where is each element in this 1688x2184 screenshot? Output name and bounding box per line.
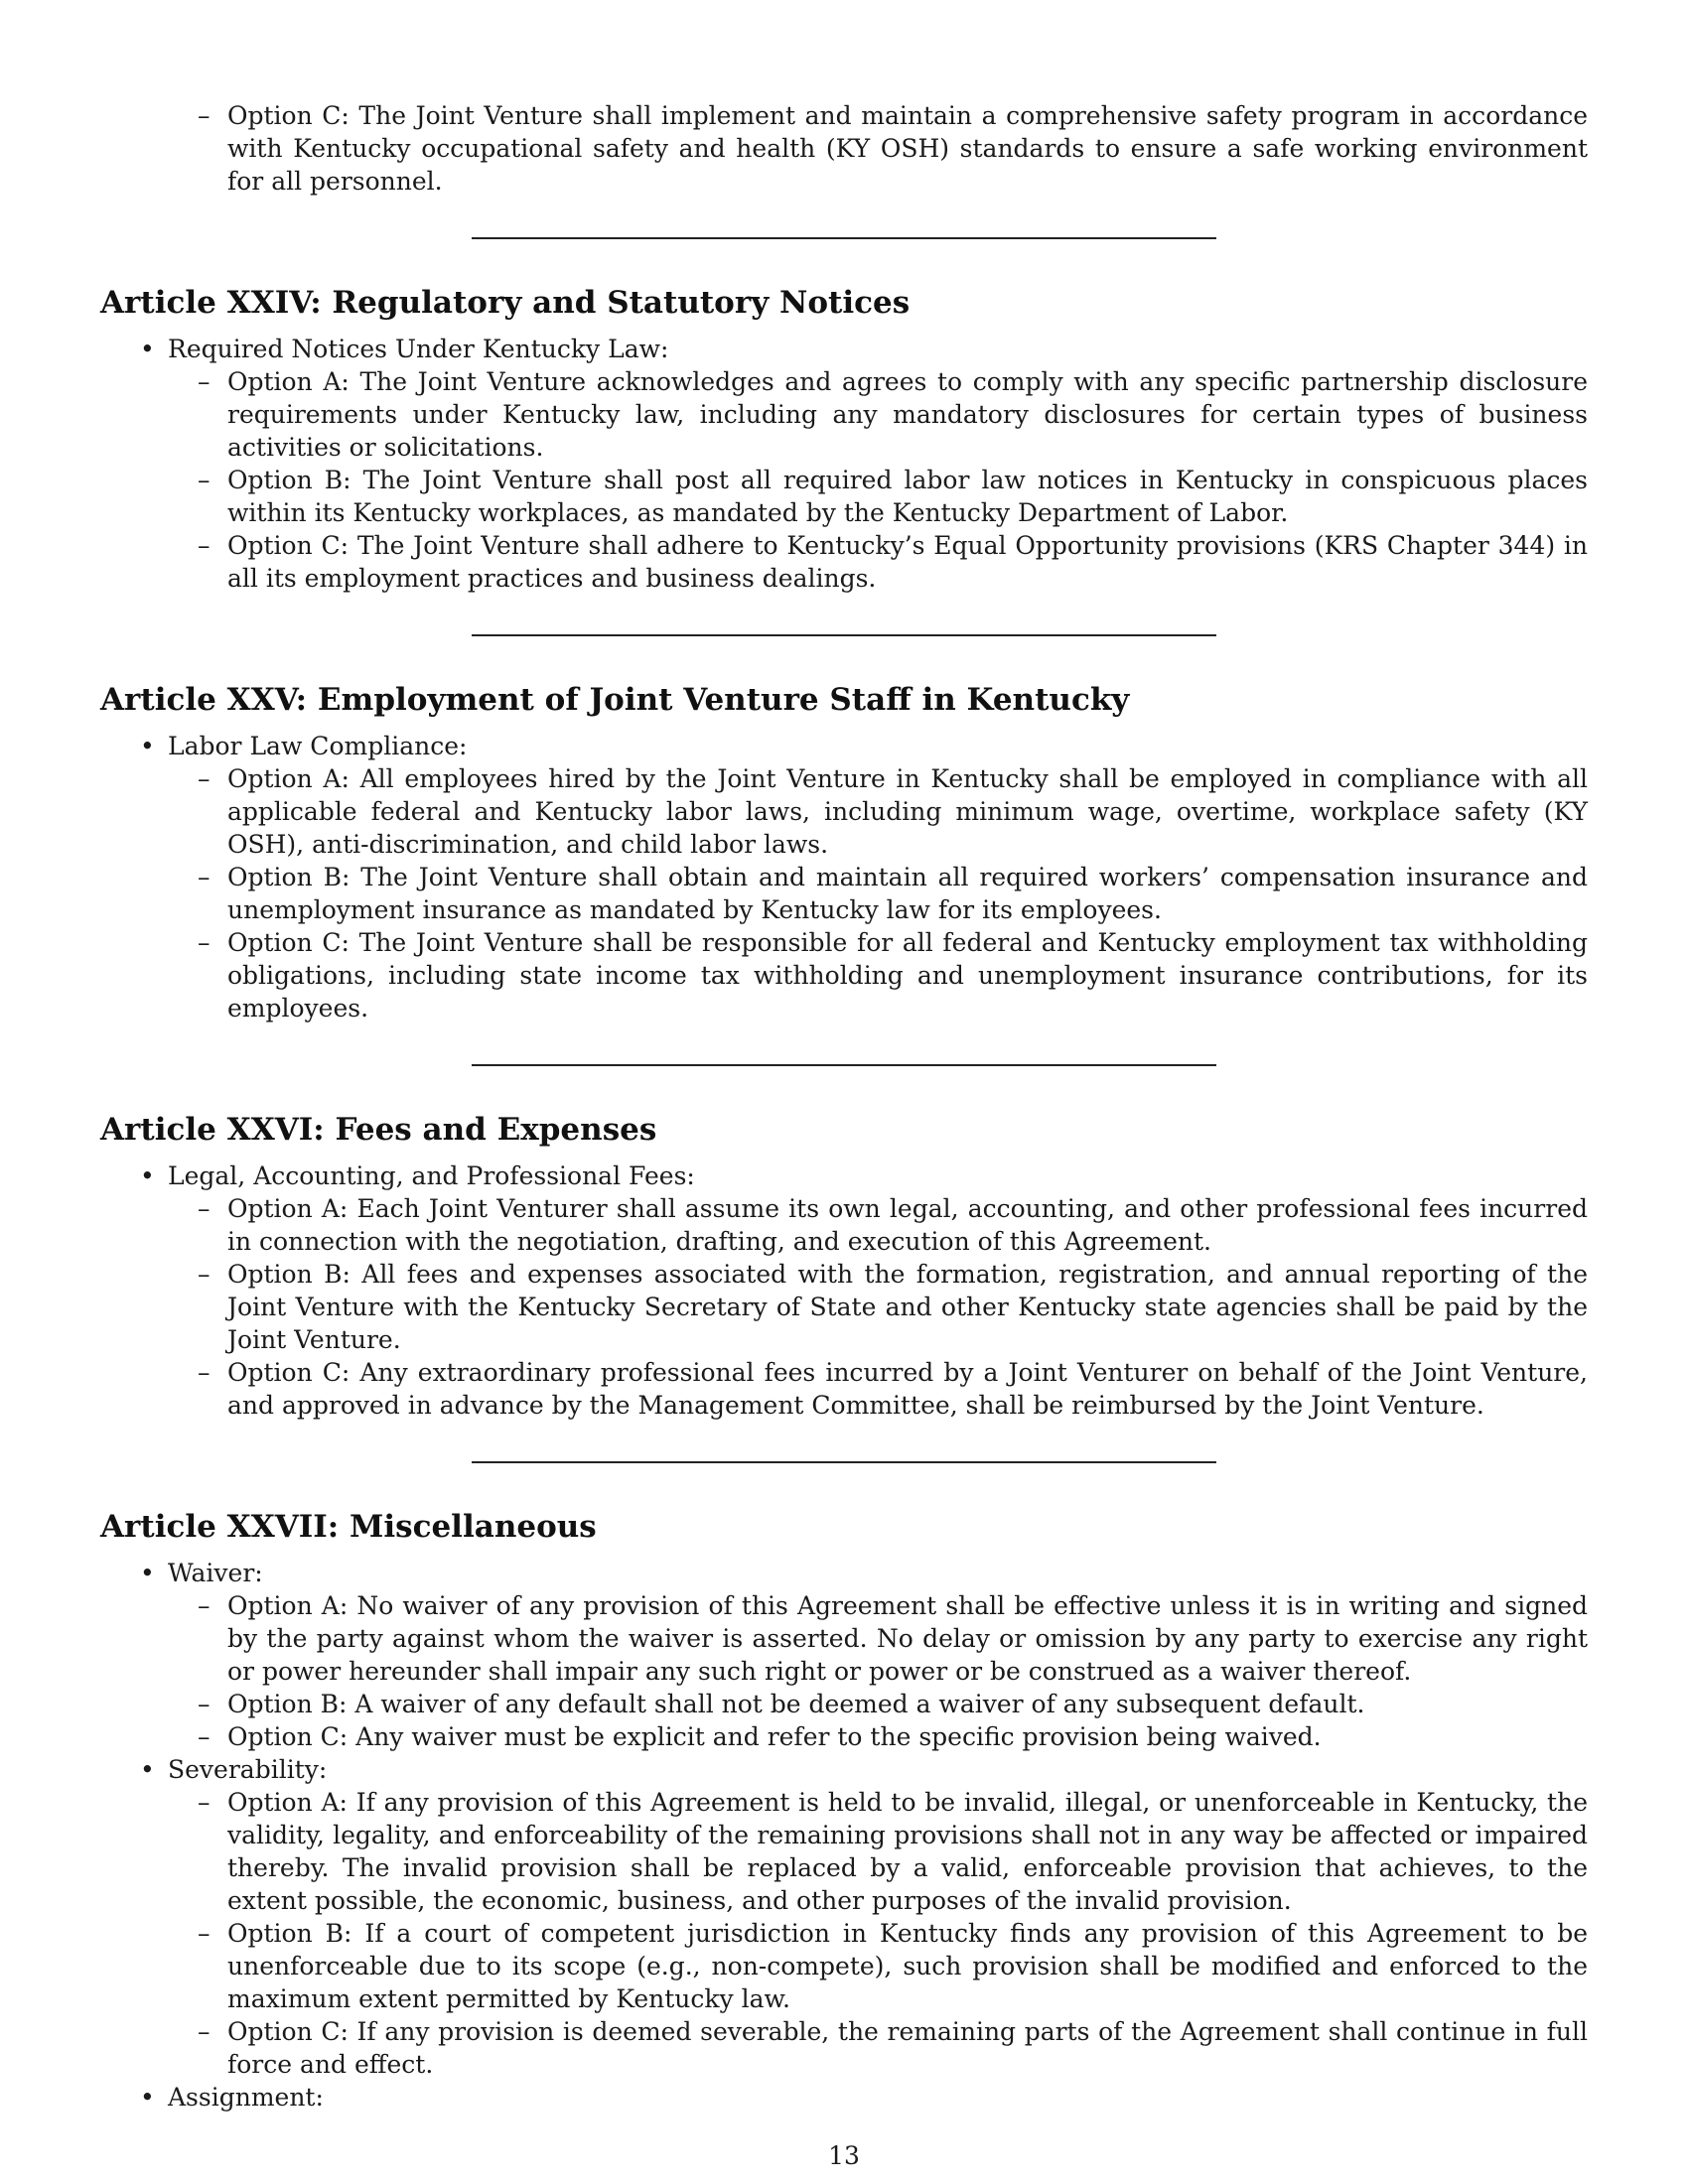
option-item: – Option B: A waiver of any default shall not be deemed a waiver of any subsequent default.	[227, 1688, 1588, 1720]
option-item: – Option A: The Joint Venture acknowledges and agrees to comply with any specific partnership disclosure requirements under Kentucky law, including any mandatory disclosures for certain types of business activities or solicitations.	[227, 365, 1588, 464]
option-item: – Option C: Any waiver must be explicit and refer to the specific provision being waived.	[227, 1720, 1588, 1753]
option-item: – Option C: The Joint Venture shall be responsible for all federal and Kentucky employment tax withholding obligations, including state income tax withholding and unemployment insurance contributions, for its employees.	[227, 926, 1588, 1024]
option-item: – Option A: Each Joint Venturer shall assume its own legal, accounting, and other professional fees incurred in connection with the negotiation, drafting, and execution of this Agreement.	[227, 1192, 1588, 1258]
option-item: – Option C: If any provision is deemed severable, the remaining parts of the Agreement shall continue in full force and effect.	[227, 2015, 1588, 2081]
option-item: – Option C: Any extraordinary professional fees incurred by a Joint Venturer on behalf of the Joint Venture, and approved in advance by the Management Committee, shall be reimbursed by the Joint Venture.	[227, 1356, 1588, 1422]
list-item-label: • Legal, Accounting, and Professional Fees:	[168, 1160, 1588, 1192]
option-item: – Option C: The Joint Venture shall adhere to Kentucky’s Equal Opportunity provisions (KRS Chapter 344) in all its employment practices and business dealings.	[227, 529, 1588, 595]
list-item-label: • Assignment:	[168, 2081, 1588, 2114]
option-item: – Option C: The Joint Venture shall implement and maintain a comprehensive safety program in accordance with Kentucky occupational safety and health (KY OSH) standards to ensure a safe working environment for all personnel.	[227, 99, 1588, 198]
option-item: – Option A: All employees hired by the Joint Venture in Kentucky shall be employed in compliance with all applicable federal and Kentucky labor laws, including minimum wage, overtime, workplace safety (KY OSH), anti-discrimination, and child labor laws.	[227, 762, 1588, 861]
page-content	[100, 99, 1588, 2114]
option-item: – Option A: No waiver of any provision of this Agreement shall be effective unless it is in writing and signed by the party against whom the waiver is asserted. No delay or omission by any party to exercise any right or power hereunder shall impair any such right or power or be construed as a waiver thereof.	[227, 1589, 1588, 1688]
list-item-label: • Required Notices Under Kentucky Law:	[168, 333, 1588, 365]
list-item-label: • Waiver:	[168, 1557, 1588, 1589]
article-heading: Article XXVII: Miscellaneous	[100, 1509, 597, 1545]
section-divider	[472, 1064, 1216, 1066]
list-item-label: • Labor Law Compliance:	[168, 730, 1588, 762]
list-item-label: • Severability:	[168, 1753, 1588, 1786]
option-item: – Option A: If any provision of this Agreement is held to be invalid, illegal, or unenforceable in Kentucky, the validity, legality, and enforceability of the remaining provisions shall not in any way be affected or impaired thereby. The invalid provision shall be replaced by a valid, enforceable provision that achieves, to the extent possible, the economic, business, and other purposes of the invalid provision.	[227, 1786, 1588, 1917]
section-divider	[472, 1461, 1216, 1463]
option-item: – Option B: All fees and expenses associated with the formation, registration, and annual reporting of the Joint Venture with the Kentucky Secretary of State and other Kentucky state agencies shall be paid by the Joint Venture.	[227, 1258, 1588, 1356]
article-heading: Article XXIV: Regulatory and Statutory Notices	[100, 285, 911, 321]
article-heading: Article XXV: Employment of Joint Venture Staff in Kentucky	[100, 682, 1130, 718]
option-item: – Option B: The Joint Venture shall obtain and maintain all required workers’ compensation insurance and unemployment insurance as mandated by Kentucky law for its employees.	[227, 861, 1588, 926]
section-divider	[472, 237, 1216, 239]
option-item: – Option B: If a court of competent jurisdiction in Kentucky finds any provision of this Agreement to be unenforceable due to its scope (e.g., non-compete), such provision shall be modified and enforced to the maximum extent permitted by Kentucky law.	[227, 1917, 1588, 2015]
page-number: 13	[828, 2141, 860, 2170]
section-divider	[472, 634, 1216, 636]
option-item: – Option B: The Joint Venture shall post all required labor law notices in Kentucky in conspicuous places within its Kentucky workplaces, as mandated by the Kentucky Department of Labor.	[227, 464, 1588, 529]
article-heading: Article XXVI: Fees and Expenses	[100, 1112, 657, 1148]
